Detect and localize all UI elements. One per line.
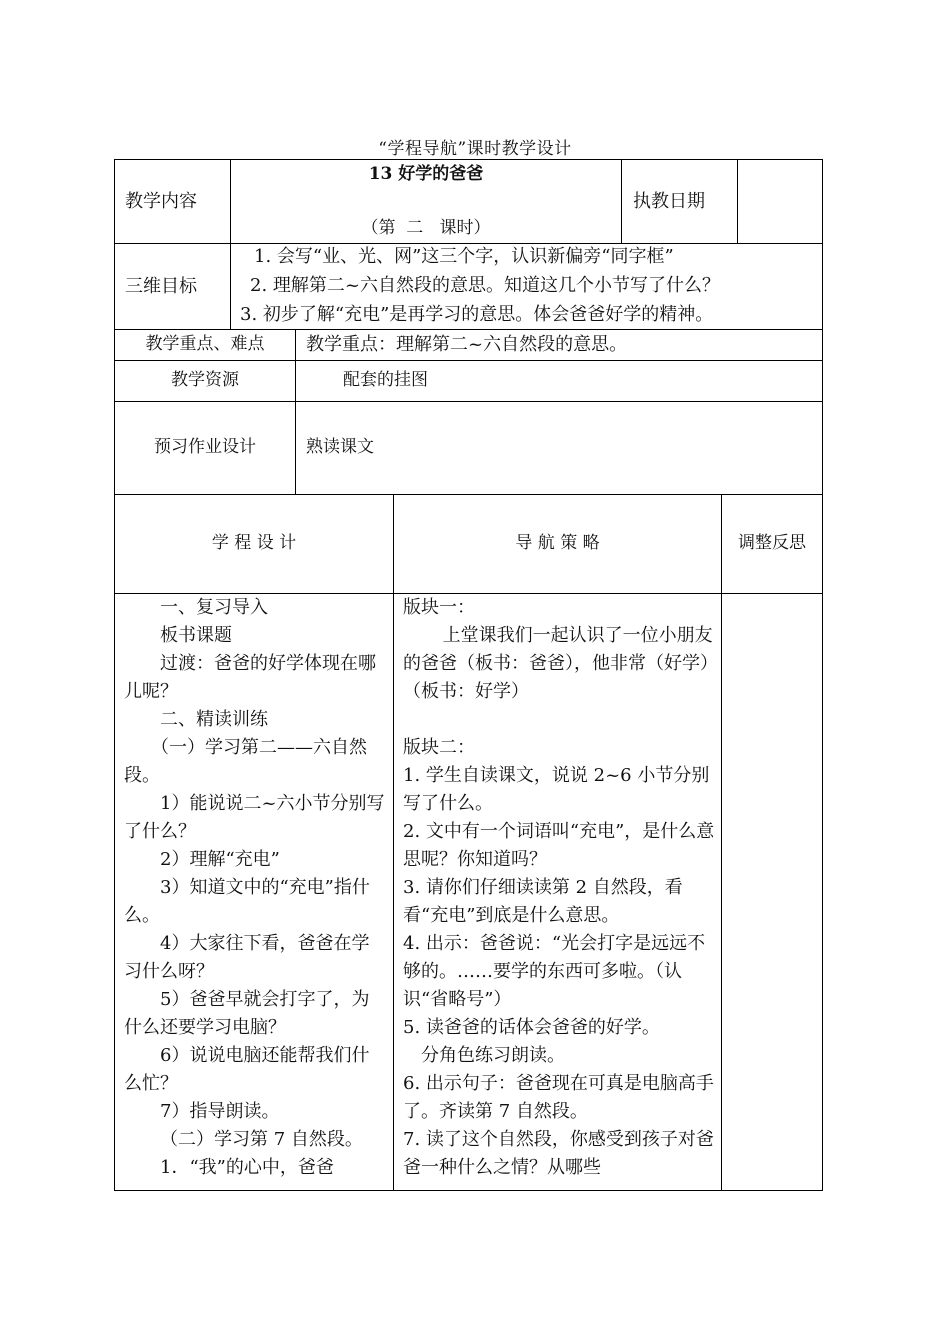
design-line: 1）能说说二~六小节分别写了什么？	[124, 793, 385, 842]
design-line: 3）知道文中的“充电”指什么。	[124, 877, 370, 926]
date-label: 执教日期	[633, 191, 705, 212]
design-line: 5）爸爸早就会打字了，为什么还要学习电脑？	[124, 989, 370, 1038]
row1-label: 教学内容	[125, 191, 197, 212]
strategy-line: 5. 读爸爸的话体会爸爸的好学。	[403, 1017, 660, 1038]
design-line: 过渡：爸爸的好学体现在哪儿呢？	[124, 653, 376, 702]
design-line: 4）大家往下看，爸爸在学习什么呀？	[124, 933, 370, 982]
reflection-header: 调整反思	[738, 533, 806, 553]
strategy-column	[403, 594, 715, 1190]
design-line: （一）学习第二——六自然段。	[124, 737, 367, 786]
design-line: 6）说说电脑还能帮我们什么忙？	[124, 1045, 370, 1094]
strategy-line: 上堂课我们一起认识了一位小朋友的爸爸（板书：爸爸），他非常（好学）（板书：好学）	[403, 625, 713, 702]
teaching-focus: 教学重点：理解第二~六自然段的意思。	[306, 334, 628, 355]
strategy-line: 版块二：	[403, 737, 475, 758]
date-value-cell[interactable]	[737, 159, 823, 244]
design-line: 2）理解“充电”	[160, 849, 280, 870]
design-line: 1．“我”的心中，爸爸	[160, 1157, 334, 1178]
strategy-line: 版块一：	[403, 597, 475, 618]
strategy-line: 7. 读了这个自然段，你感受到孩子对爸爸一种什么之情？从哪些	[403, 1129, 714, 1178]
strategy-header: 导 航 策 略	[515, 533, 600, 553]
design-column	[124, 594, 386, 1190]
row5-label: 预习作业设计	[154, 437, 256, 457]
design-line: 7）指导朗读。	[160, 1101, 280, 1122]
row2-label: 三维目标	[125, 276, 197, 297]
reflection-column	[727, 600, 817, 1180]
row4-label: 教学资源	[171, 370, 239, 390]
design-line: 一、复习导入	[160, 597, 268, 618]
homework-cell	[295, 401, 823, 495]
strategy-line: 分角色练习朗读。	[421, 1045, 565, 1066]
row3-label: 教学重点、难点	[145, 334, 265, 354]
teaching-resources: 配套的挂图	[343, 370, 428, 390]
strategy-line: 4. 出示：爸爸说：“光会打字是远远不够的。……要学的东西可多啦。（认识“省略号”）	[403, 933, 706, 1010]
strategy-line: 3. 请你们仔细读读第 2 自然段，看看“充电”到底是什么意思。	[403, 877, 683, 926]
lesson-title: 13 好学的爸爸	[368, 164, 484, 184]
design-line: 二、精读训练	[160, 709, 268, 730]
lesson-period: （第 二 课时）	[361, 218, 491, 238]
strategy-line	[403, 706, 715, 734]
design-header: 学 程 设 计	[211, 533, 297, 553]
goal-3: 3. 初步了解“充电”是再学习的意思。体会爸爸好学的精神。	[240, 304, 714, 325]
strategy-line: 6. 出示句子：爸爸现在可真是电脑高手了。齐读第 7 自然段。	[403, 1073, 714, 1122]
design-line: （二）学习第 7 自然段。	[160, 1129, 363, 1150]
goal-2: 2. 理解第二~六自然段的意思。知道这几个小节写了什么？	[250, 275, 720, 296]
strategy-line: 1. 学生自读课文，说说 2~6 小节分别写了什么。	[403, 765, 710, 814]
goal-1: 1. 会写“业、光、网”这三个字，认识新偏旁“同字框”	[254, 246, 674, 267]
homework-value: 熟读课文	[306, 437, 374, 457]
strategy-line: 2. 文中有一个词语叫“充电”，是什么意思呢？你知道吗？	[403, 821, 715, 870]
document-title: “学程导航”课时教学设计	[378, 139, 572, 159]
design-line: 板书课题	[160, 625, 232, 646]
